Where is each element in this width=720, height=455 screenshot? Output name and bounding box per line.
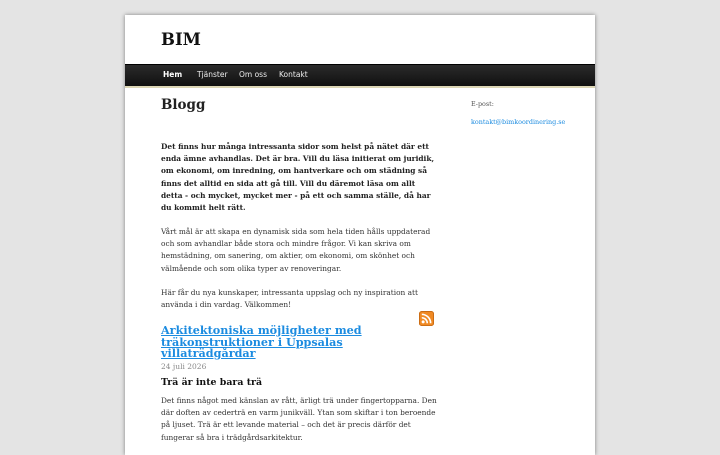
intro-paragraph-bold: Det finns hur många intressanta sidor som helst på nätet där ett enda ämne avhandlas. Det är bra. Vill du läsa initierat om juridik, om ekonomi, om inredning, om hantverkare och om städning så finns det alltid en sida att gå till. Vill du däremot läsa om allt detta - och mycket, mycket mer - på ett och samma ställe, då har du kommit helt rätt. bbox=[161, 142, 435, 213]
intro-paragraph-3: Här får du nya kunskaper, intressanta uppslag och ny inspiration att använda i din vardag. Välkommen! bbox=[161, 288, 419, 310]
nav-divider bbox=[125, 86, 595, 88]
intro-paragraph-2: Vårt mål är att skapa en dynamisk sida som hela tiden hålls uppdaterad och som avhandlar både stora och mindre frågor. Vi kan skriva om hemstädning, om sanering, om aktier, om ekonomi, om skönhet och välmående och som olika typer av renoveringar. bbox=[161, 227, 431, 273]
email-label: E-post: bbox=[471, 100, 494, 108]
sidebar bbox=[471, 100, 565, 128]
nav-item-om-oss[interactable]: Om oss bbox=[239, 70, 267, 79]
page-title: Blogg bbox=[161, 97, 206, 113]
post-title-link[interactable]: Arkitektoniska möjligheter med träkonstruktioner i Uppsalas villaträdgårdar bbox=[161, 323, 362, 360]
main-navigation bbox=[125, 64, 595, 87]
post-date: 24 juli 2026 bbox=[161, 362, 207, 371]
post-subheading: Trä är inte bara trä bbox=[161, 377, 263, 388]
email-link[interactable]: kontakt@bimkoordinering.se bbox=[471, 118, 566, 126]
nav-item-hem[interactable]: Hem bbox=[163, 70, 183, 79]
nav-item-tjanster[interactable]: Tjänster bbox=[197, 70, 228, 79]
nav-item-kontakt[interactable]: Kontakt bbox=[279, 70, 308, 79]
page-container bbox=[125, 15, 595, 455]
post-body: Det finns något med känslan av rått, ärligt trä under fingertopparna. Den där doften av cederträ en varm junikväll. Ytan som skiftar i ton beroende på ljuset. Trä är ett levande material – och det är precis därför det fungerar så bra i trädgårdsarkitektur. bbox=[161, 396, 437, 442]
site-title[interactable]: BIM bbox=[161, 30, 201, 49]
rss-feed-icon[interactable] bbox=[419, 311, 434, 326]
